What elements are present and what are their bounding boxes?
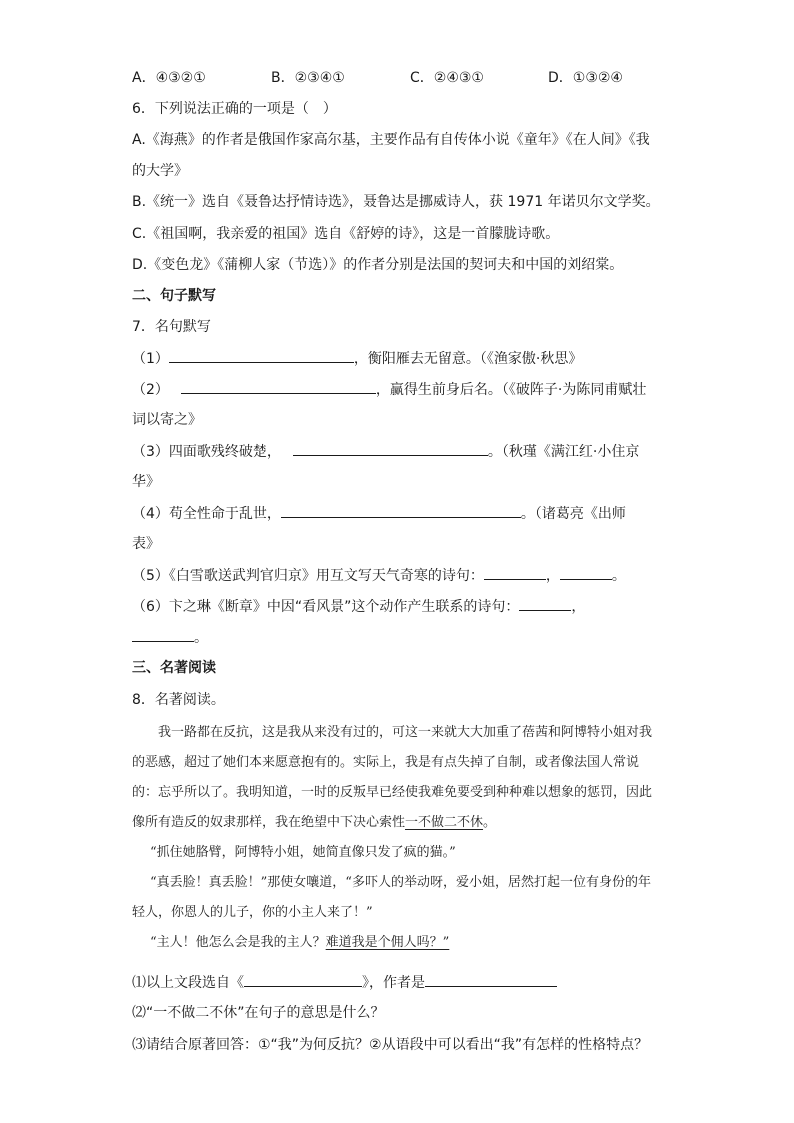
q7-item-6 — [132, 596, 585, 617]
q7-item-3 — [132, 441, 639, 462]
answer-blank[interactable] — [132, 627, 194, 642]
q7-item-1 — [132, 348, 582, 369]
q7-item-4-cont: 表》 — [132, 536, 160, 552]
q7-item-6-cont — [132, 627, 208, 648]
q5-option-b: B．②③④① — [271, 70, 345, 86]
q7-item-5 — [132, 565, 626, 586]
answer-blank[interactable] — [519, 596, 571, 611]
q7-title: 7．名句默写 — [132, 319, 211, 335]
q6-option-a: A.《海燕》的作者是俄国作家高尔基，主要作品有自传体小说《童年》《在人间》《我 — [132, 132, 650, 148]
q8-sub-1 — [132, 972, 557, 993]
reading-passage — [132, 718, 654, 958]
underlined-phrase: 难道我是个佣人吗？” — [325, 935, 450, 950]
q7-item-5-pre: （5）《白雪歌送武判官归京》用互文写天气奇寒的诗句： — [132, 568, 484, 584]
passage-paragraph-3: “真丢脸！真丢脸！”那使女嚷道，“多吓人的举动呀，爱小姐，居然打起一位有身份的年轻人，你恩人的儿子，你的小主人来了！” — [132, 875, 651, 920]
passage-paragraph-4 — [132, 928, 654, 958]
q7-item-2-num: （2） — [132, 382, 169, 398]
q7-item-3-pre: （3）四面歌残终破楚， — [132, 444, 281, 460]
q7-item-1-text: ，衡阳雁去无留意。（《渔家傲·秋思》 — [353, 351, 583, 367]
q8-title: 8．名著阅读。 — [132, 692, 225, 708]
answer-blank[interactable] — [281, 503, 521, 518]
q6-stem: 6．下列说法正确的一项是（ ） — [132, 101, 337, 117]
q8-sub-3: ⑶请结合原著回答：①“我”为何反抗？②从语段中可以看出“我”有怎样的性格特点？ — [132, 1037, 649, 1053]
q7-item-4 — [132, 503, 626, 524]
passage-paragraph-1-end: 。 — [483, 815, 497, 830]
answer-blank[interactable] — [425, 972, 557, 987]
q7-item-2-cont: 词以寄之》 — [132, 412, 202, 428]
answer-blank[interactable] — [293, 441, 488, 456]
q7-item-2-text: ，赢得生前身后名。（《破阵子·为陈同甫赋壮 — [375, 382, 647, 398]
q7-item-6-pre: （6）卞之琳《断章》中因“看风景”这个动作产生联系的诗句： — [132, 599, 520, 615]
passage-paragraph-4-text: “主人！他怎么会是我的主人？ — [150, 935, 326, 950]
answer-blank[interactable] — [244, 972, 362, 987]
answer-blank[interactable] — [181, 379, 376, 394]
q6-option-a-cont: 的大学》 — [132, 163, 188, 179]
q6-option-d: D.《变色龙》《蒲柳人家（节选）》的作者分别是法国的契诃夫和中国的刘绍棠。 — [132, 257, 624, 273]
q7-item-6-end: 。 — [194, 630, 208, 646]
q6-option-c: C.《祖国啊，我亲爱的祖国》选自《舒婷的诗》，这是一首朦胧诗歌。 — [132, 226, 560, 242]
underlined-phrase: 一不做二不休 — [405, 815, 484, 830]
q5-option-c: C．②④③① — [410, 70, 484, 86]
answer-blank[interactable] — [169, 348, 354, 363]
q5-option-d: D．①③②④ — [548, 70, 623, 86]
q8-sub-1-mid: 》，作者是 — [362, 975, 425, 991]
passage-paragraph-1 — [132, 718, 654, 838]
q7-item-1-num: （1） — [132, 351, 169, 367]
q7-item-2 — [132, 379, 646, 400]
q7-item-5-mid: ， — [545, 568, 560, 584]
q7-item-3-post: 。（秋瑾《满江红·小住京 — [487, 444, 640, 460]
q7-item-4-pre: （4）苟全性命于乱世， — [132, 506, 281, 522]
q7-item-6-mid: ， — [571, 599, 586, 615]
passage-paragraph-1-text: 我一路都在反抗，这是我从来没有过的，可这一来就大大加重了蓓茜和阿博特小姐对我的恶感，超过了她们本来愿意抱有的。实际上，我是有点失掉了自制，或者像法国人常说的：忘乎所以了。我明知道，一时的反叛早已经使我难免要受到种种难以想象的惩罚，因此像所有造反的奴隶那样，我在绝望中下决心索性 — [132, 725, 653, 830]
passage-paragraph-2: “抓住她胳臂，阿博特小姐，她简直像只发了疯的猫。” — [150, 845, 456, 860]
q7-item-5-end: 。 — [611, 568, 626, 584]
q5-option-a: A．④③②① — [132, 70, 206, 86]
answer-blank[interactable] — [560, 565, 612, 580]
section-2-heading: 二、句子默写 — [132, 288, 216, 304]
q7-item-3-cont: 华》 — [132, 474, 160, 490]
q8-sub-2: ⑵“一不做二不休”在句子的意思是什么？ — [132, 1005, 385, 1021]
answer-blank[interactable] — [484, 565, 546, 580]
q8-sub-1-pre: ⑴以上文段选自《 — [132, 975, 244, 991]
section-3-heading: 三、名著阅读 — [132, 660, 216, 676]
q7-item-4-post: 。（诸葛亮《出师 — [520, 506, 626, 522]
q6-option-b: B.《统一》选自《聂鲁达抒情诗选》，聂鲁达是挪威诗人，获 1971 年诺贝尔文学奖。 — [132, 194, 660, 210]
